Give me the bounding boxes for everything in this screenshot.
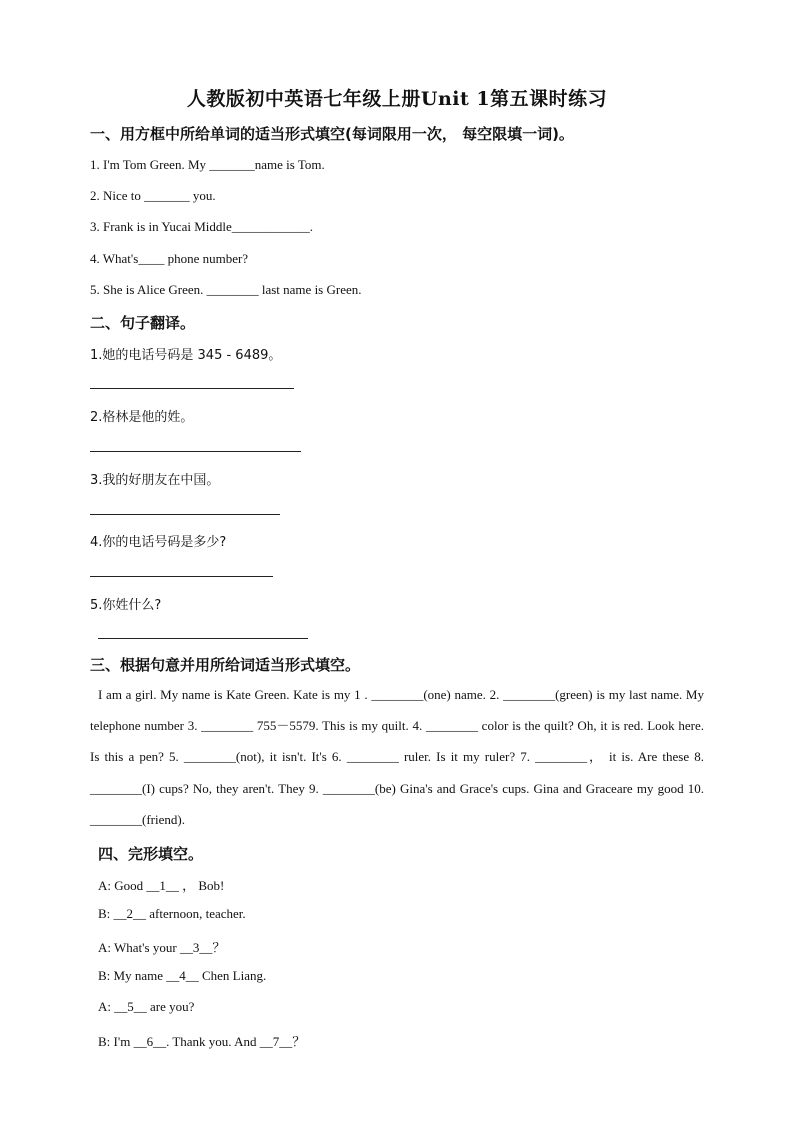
translation-item-4: 4.你的电话号码是多少? bbox=[90, 535, 227, 550]
dialogue-line-5: A: __5__ are you? bbox=[98, 999, 195, 1014]
section1-item-2: 2. Nice to _______ you. bbox=[90, 188, 216, 203]
answer-line-5 bbox=[98, 638, 308, 639]
section2-heading: 二、句子翻译。 bbox=[90, 314, 196, 332]
dialogue-line-6: B: I'm __6__. Thank you. And __7__？ bbox=[98, 1034, 306, 1049]
section1-item-5: 5. She is Alice Green. ________ last name is Green. bbox=[90, 282, 362, 297]
translation-item-1: 1.她的电话号码是 345 - 6489。 bbox=[90, 348, 282, 363]
translation-item-2: 2.格林是他的姓。 bbox=[90, 410, 194, 425]
dialogue-line-1: A: Good __1__ ， Bob! bbox=[98, 878, 225, 893]
section1-item-1: 1. I'm Tom Green. My _______name is Tom. bbox=[90, 157, 325, 172]
fill-in-passage: I am a girl. My name is Kate Green. Kate is my 1 . ________(one) name. 2. ________(green) is my last name. My telephone number 3. ________ 755－5579. This is my quilt. 4. ________ color is the quilt? Oh, it is red. Look here. Is this a pen? 5. ________(not), it isn't. It's 6. ________ ruler. Is it my ruler? 7. ________， it is. Are these 8. ________(I) cups? No, they aren't. They 9. ________(be) Gina's and Grace's cups. Gina and Graceare my good 10. ________(friend). bbox=[90, 687, 704, 827]
translation-item-5: 5.你姓什么? bbox=[90, 598, 162, 613]
section1-item-3: 3. Frank is in Yucai Middle____________. bbox=[90, 219, 314, 234]
section1-item-4: 4. What's____ phone number? bbox=[90, 251, 249, 266]
answer-line-1 bbox=[90, 388, 294, 389]
dialogue-line-4: B: My name __4__ Chen Liang. bbox=[98, 968, 267, 983]
section4-heading: 四、完形填空。 bbox=[98, 845, 204, 863]
section1-heading: 一、用方框中所给单词的适当形式填空(每词限用一次， 每空限填一词)。 bbox=[90, 125, 574, 143]
dialogue-line-3: A: What's your __3__？ bbox=[98, 940, 226, 955]
answer-line-2 bbox=[90, 451, 301, 452]
dialogue-line-2: B: __2__ afternoon, teacher. bbox=[98, 906, 246, 921]
answer-line-3 bbox=[90, 514, 280, 515]
section3-heading: 三、根据句意并用所给词适当形式填空。 bbox=[90, 656, 361, 674]
answer-line-4 bbox=[90, 576, 273, 577]
translation-item-3: 3.我的好朋友在中国。 bbox=[90, 473, 220, 488]
document-title: 人教版初中英语七年级上册Unit 1第五课时练习 bbox=[186, 88, 608, 110]
